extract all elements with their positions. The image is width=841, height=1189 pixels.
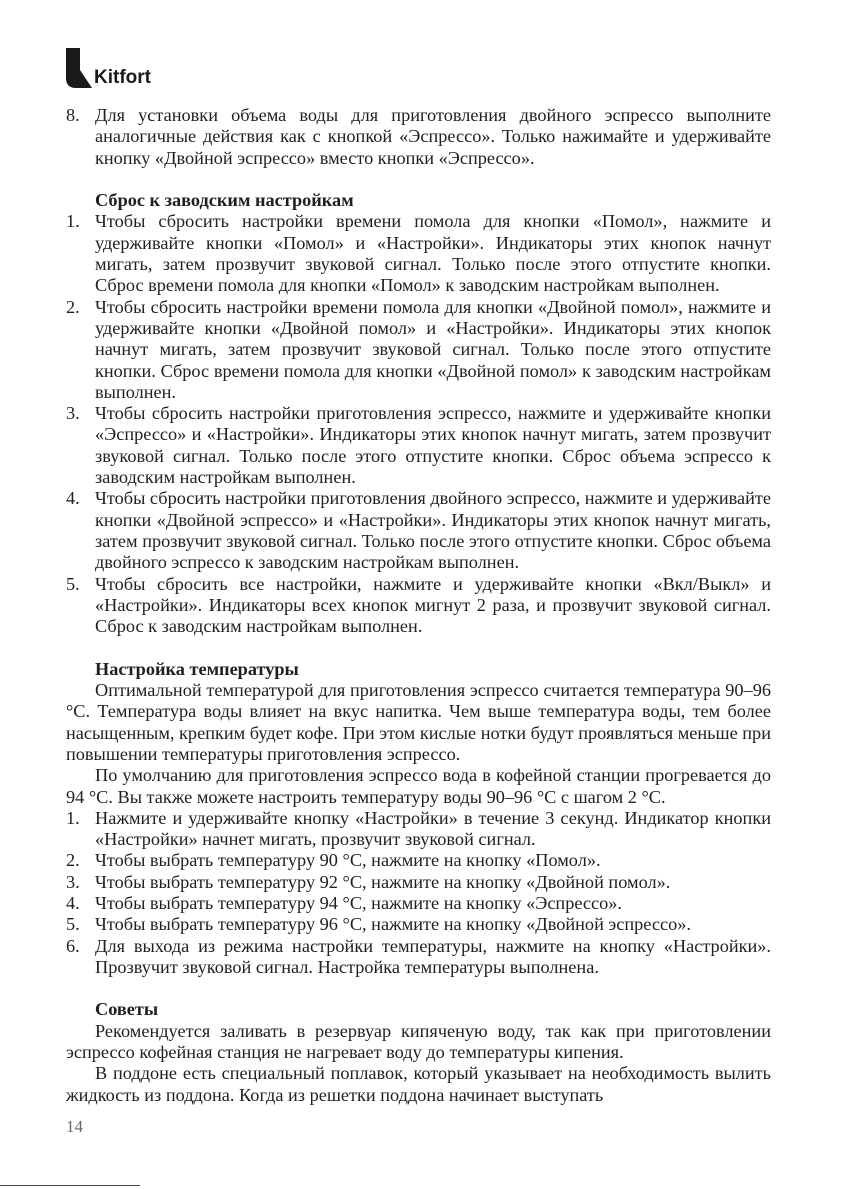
paragraph: По умолчанию для приготовления эспрессо вода в кофейной станции прогревается до 94 °С. Вы также можете настроить температуру воды 90–96 °С с шагом 2 °С.	[66, 765, 771, 807]
item-number: 2.	[66, 850, 80, 871]
item-number: 5.	[66, 914, 80, 935]
list-item	[66, 211, 771, 296]
item-text: Чтобы сбросить все настройки, нажмите и удерживайте кнопки «Вкл/Выкл» и «Настройки». Индикаторы всех кнопок мигнут 2 раза, и прозвучит звуковой сигнал. Сброс к заводским настройкам выполнен.	[95, 573, 771, 637]
item-number: 8.	[66, 105, 80, 125]
item-number: 3.	[66, 403, 80, 424]
item-number: 2.	[66, 296, 80, 317]
item-number: 1.	[66, 211, 80, 232]
item-text: Чтобы выбрать температуру 90 °С, нажмите на кнопку «Помол».	[95, 850, 601, 871]
list-item	[66, 936, 771, 979]
brand-logo	[66, 48, 151, 88]
paragraph: В поддоне есть специальный поплавок, который указывает на необходимость вылить жидкость из поддона. Когда из решетки поддона начинает выступать	[66, 1063, 771, 1105]
page-content	[66, 105, 771, 1106]
item-text: Чтобы выбрать температуру 96 °С, нажмите на кнопку «Двойной эспрессо».	[95, 914, 691, 935]
section-heading-reset: Сброс к заводским настройкам	[95, 190, 354, 211]
list-item	[66, 574, 771, 638]
item-text: Чтобы выбрать температуру 94 °С, нажмите на кнопку «Эспрессо».	[95, 892, 623, 913]
list-item	[66, 488, 771, 573]
item-text: Чтобы выбрать температуру 92 °С, нажмите на кнопку «Двойной помол».	[95, 871, 671, 892]
paragraph: Оптимальной температурой для приготовления эспрессо считается температура 90–96 °С. Температура воды влияет на вкус напитка. Чем выше температура воды, тем более насыщенным, крепким будет кофе. При этом кислые нотки будут проявляться меньше при повышении температуры приготовления эспрессо.	[66, 680, 771, 764]
item-text: Чтобы сбросить настройки приготовления двойного эспрессо, нажмите и удерживайте кнопки «Двойной эспрессо» и «Настройки». Индикаторы этих кнопок начнут мигать, затем прозвучит звуковой сигнал. Только после этого отпустите кнопки. Сброс объема двойного эспрессо к заводским настройкам выполнен.	[95, 488, 771, 573]
item-text: Для выхода из режима настройки температуры, нажмите на кнопку «Настройки». Прозвучит звуковой сигнал. Настройка температуры выполнена.	[95, 935, 771, 977]
item-number: 6.	[66, 935, 80, 956]
item-number: 4.	[66, 892, 80, 913]
list-item	[66, 808, 771, 851]
list-item	[66, 403, 771, 488]
section-heading-temperature: Настройка температуры	[95, 658, 299, 679]
kitfort-logo-mark-icon	[66, 48, 92, 88]
list-item	[66, 893, 771, 914]
paragraph: Рекомендуется заливать в резервуар кипяченую воду, так как при приготовлении эспрессо кофейная станция не нагревает воду до температуры кипения.	[66, 1020, 771, 1063]
item-number: 1.	[66, 807, 80, 828]
item-text: Для установки объема воды для приготовления двойного эспрессо выполните аналогичные действия как с кнопкой «Эспрессо». Только нажимайте и удерживайте кнопку «Двойной эспрессо» вместо кнопки «Эспрессо».	[95, 105, 771, 168]
item-text: Чтобы сбросить настройки времени помола для кнопки «Помол», нажмите и удерживайте кнопки «Помол» и «Настройки». Индикаторы этих кнопок начнут мигать, затем прозвучит звуковой сигнал. Только после этого отпустите кнопки. Сброс времени помола для кнопки «Помол» к заводским настройкам выполнен.	[95, 211, 771, 296]
section-heading-tips: Советы	[95, 999, 159, 1020]
list-item	[66, 297, 771, 403]
list-item	[66, 850, 771, 871]
brand-name: Kitfort	[94, 67, 151, 88]
footer-rule	[0, 1185, 140, 1186]
item-text: Чтобы сбросить настройки приготовления эспрессо, нажмите и удерживайте кнопки «Эспрессо» и «Настройки». Индикаторы этих кнопок начнут мигать, затем прозвучит звуковой сигнал. Только после этого отпустите кнопки. Сброс объема эспрессо к заводским настройкам выполнен.	[95, 403, 771, 488]
page-number: 14	[66, 1117, 83, 1136]
item-text: Чтобы сбросить настройки времени помола для кнопки «Двойной помол», нажмите и удерживайте кнопки «Двойной помол» и «Настройки». Индикаторы этих кнопок начнут мигать, затем прозвучит звуковой сигнал. Только после этого отпустите кнопки. Сброс времени помола для кнопки «Двойной помол» к заводским настройкам выполнен.	[95, 296, 771, 402]
list-item	[66, 872, 771, 893]
list-item	[66, 105, 771, 169]
item-number: 4.	[66, 488, 80, 509]
list-item	[66, 914, 771, 935]
item-number: 5.	[66, 573, 80, 594]
item-number: 3.	[66, 871, 80, 892]
item-text: Нажмите и удерживайте кнопку «Настройки» в течение 3 секунд. Индикатор кнопки «Настройки» начнет мигать, прозвучит звуковой сигнал.	[95, 807, 771, 850]
